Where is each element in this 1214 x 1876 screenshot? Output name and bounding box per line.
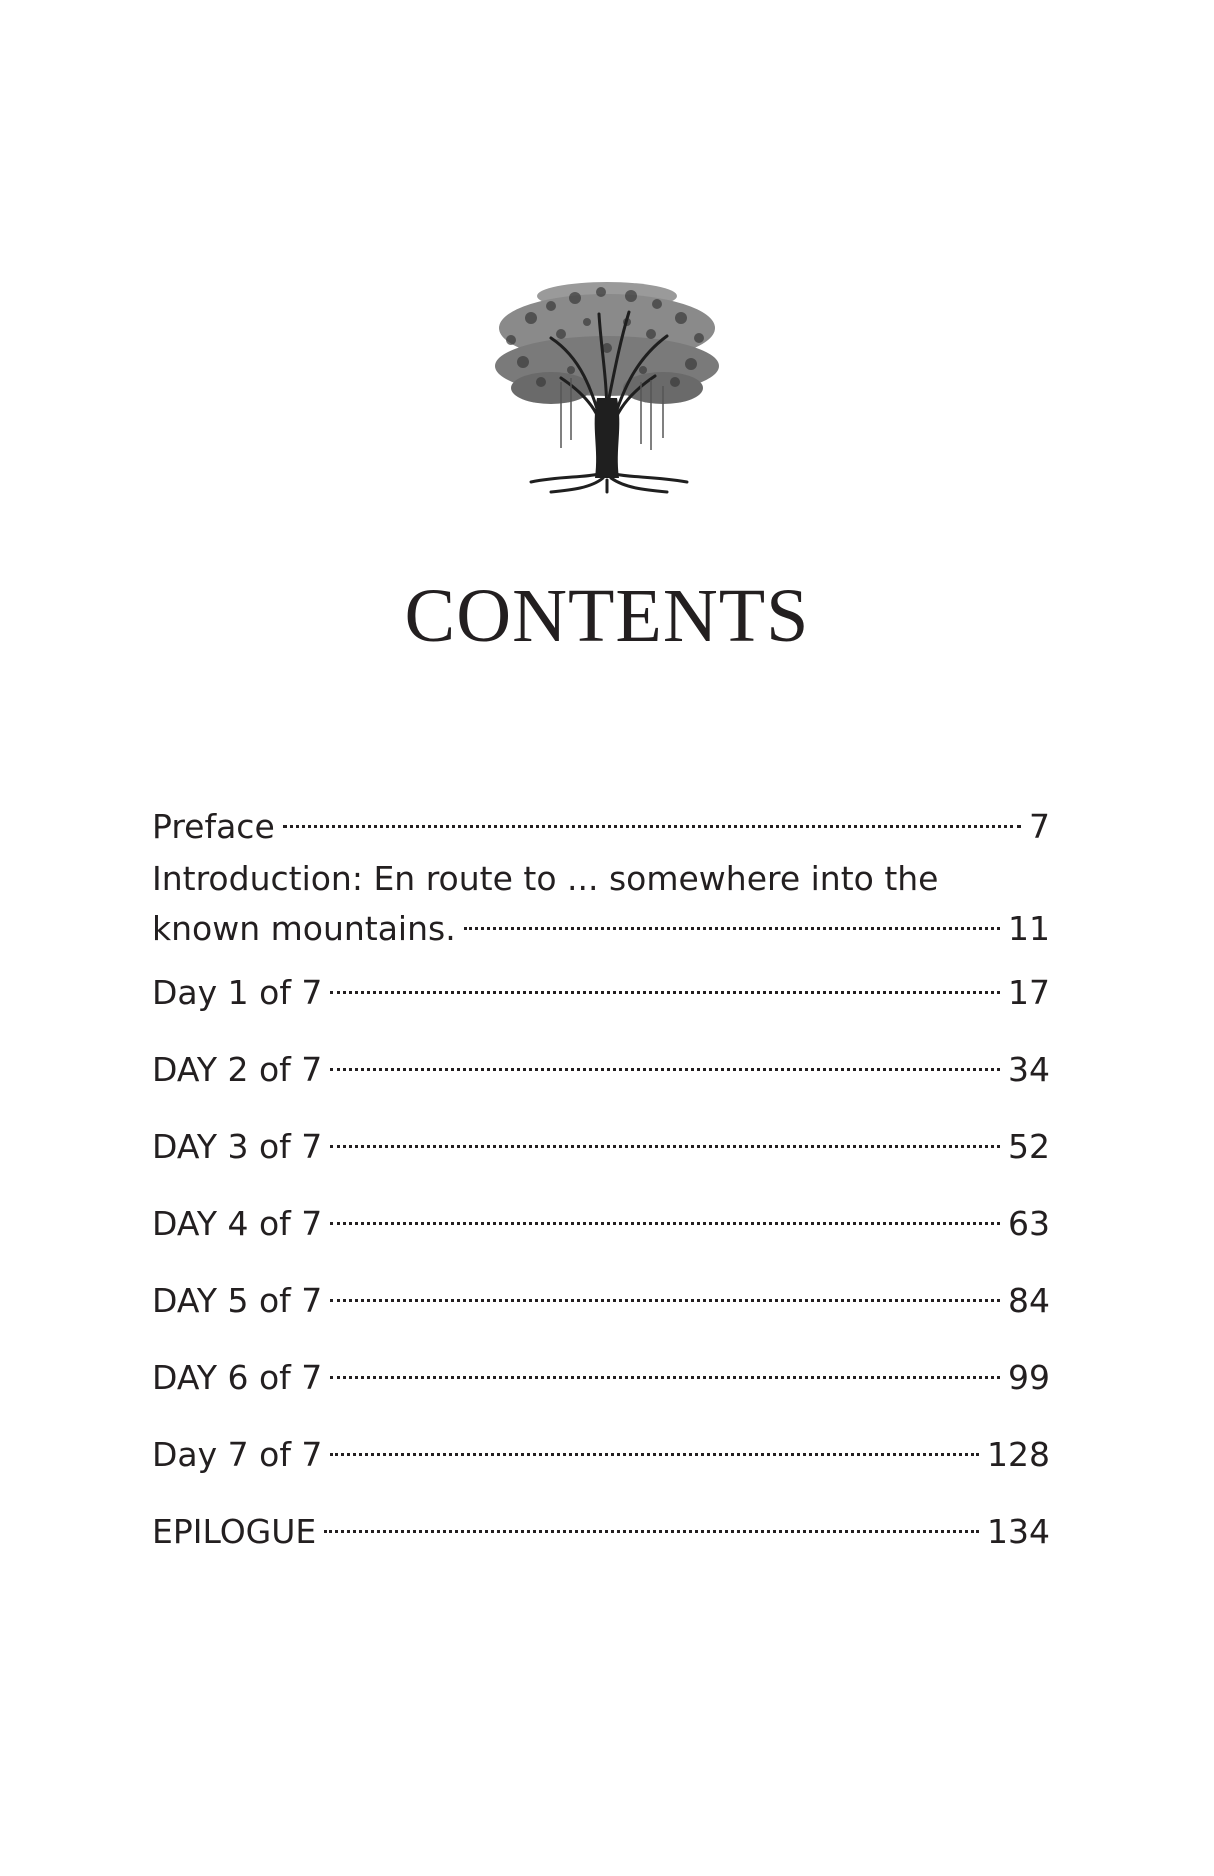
- toc-entry-day-5[interactable]: [152, 1266, 1050, 1320]
- dot-leader: [330, 958, 1000, 1004]
- toc-entry-preface[interactable]: [152, 792, 1050, 846]
- toc-entry-label-line1: Introduction: En route to ... somewhere into the: [152, 859, 939, 898]
- toc-entry-label: DAY 6 of 7: [152, 1358, 323, 1397]
- dot-leader: [464, 894, 1000, 940]
- toc-entry-page: 84: [1008, 1281, 1050, 1320]
- toc-entry-day-7[interactable]: [152, 1420, 1050, 1474]
- page-title: CONTENTS: [404, 574, 810, 658]
- toc-entry-label: DAY 5 of 7: [152, 1281, 323, 1320]
- toc-entry-label: DAY 2 of 7: [152, 1050, 323, 1089]
- dot-leader: [330, 1343, 1000, 1389]
- toc-entry-label: DAY 3 of 7: [152, 1127, 323, 1166]
- toc-entry-page: 128: [987, 1435, 1050, 1474]
- toc-entry-page: 134: [987, 1512, 1050, 1551]
- toc-entry-day-2[interactable]: [152, 1035, 1050, 1089]
- toc-entry-label: Preface: [152, 807, 275, 846]
- toc-entry-page: 34: [1008, 1050, 1050, 1089]
- toc-entry-label: Day 1 of 7: [152, 973, 323, 1012]
- toc-entry-day-6[interactable]: [152, 1343, 1050, 1397]
- toc-entry-page: 99: [1008, 1358, 1050, 1397]
- toc-entry-day-4[interactable]: [152, 1189, 1050, 1243]
- toc-entry-day-3[interactable]: [152, 1112, 1050, 1166]
- dot-leader: [330, 1112, 1000, 1158]
- toc-entry-day-1[interactable]: [152, 958, 1050, 1012]
- dot-leader: [330, 1189, 1000, 1235]
- toc-entry-page: 11: [1008, 909, 1050, 948]
- toc-entry-page: 7: [1029, 807, 1050, 846]
- toc-entry-page: 63: [1008, 1204, 1050, 1243]
- tree-icon: [491, 278, 723, 498]
- toc-entry-label: DAY 4 of 7: [152, 1204, 323, 1243]
- dot-leader: [330, 1035, 1000, 1081]
- toc-entry-label: EPILOGUE: [152, 1512, 317, 1551]
- dot-leader: [324, 1497, 979, 1543]
- toc-entry-epilogue[interactable]: [152, 1497, 1050, 1551]
- toc-entry-page: 17: [1008, 973, 1050, 1012]
- dot-leader: [330, 1266, 1000, 1312]
- toc-entry-page: 52: [1008, 1127, 1050, 1166]
- dot-leader: [283, 792, 1021, 838]
- dot-leader: [330, 1420, 979, 1466]
- toc-entry-introduction[interactable]: [152, 856, 1050, 948]
- toc-entry-label: Day 7 of 7: [152, 1435, 323, 1474]
- toc-entry-label: known mountains.: [152, 909, 456, 948]
